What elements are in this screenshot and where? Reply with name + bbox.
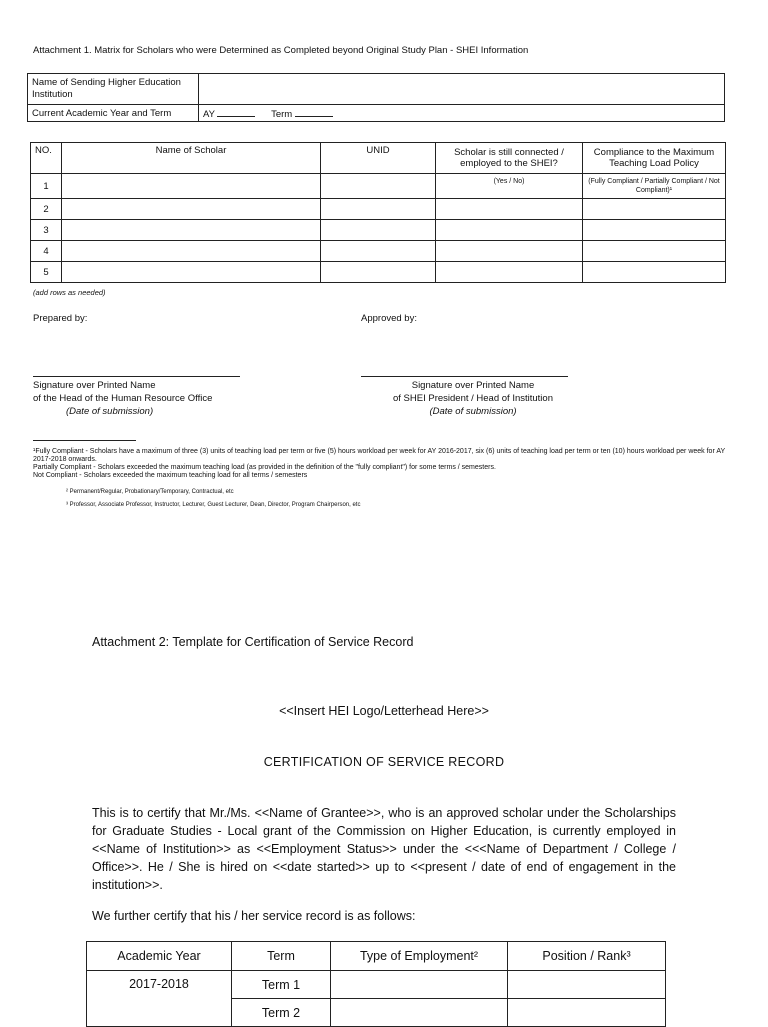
footnote-separator	[33, 440, 136, 441]
compliance-cell[interactable]	[583, 199, 726, 220]
attachment2-title: Attachment 2: Template for Certification of Service Record	[92, 635, 414, 649]
unid-cell[interactable]	[321, 241, 436, 262]
scholars-table	[30, 142, 726, 283]
table-row	[31, 241, 726, 262]
date-of-submission: (Date of submission)	[66, 406, 154, 417]
header-compliance: Compliance to the Maximum Teaching Load Policy	[583, 143, 726, 174]
scholar-name-cell[interactable]	[62, 220, 321, 241]
attachment1-title: Attachment 1. Matrix for Scholars who were Determined as Completed beyond Original Study Plan - SHEI Information	[33, 45, 529, 56]
table-row	[31, 262, 726, 283]
row-number: 2	[31, 199, 62, 220]
term-label: Term	[271, 108, 293, 120]
service-record-intro: We further certify that his / her service record is as follows:	[92, 909, 416, 923]
table-row	[31, 174, 726, 199]
header-name-of-scholar: Name of Scholar	[62, 143, 321, 174]
sending-hei-label: Name of Sending Higher Education Institution	[28, 74, 199, 105]
employment-type-cell[interactable]	[331, 999, 508, 1027]
header-type-of-employment: Type of Employment²	[331, 942, 508, 971]
employment-type-cell[interactable]	[331, 971, 508, 999]
table-header-row	[31, 143, 726, 174]
compliance-cell[interactable]: (Fully Compliant / Partially Compliant / Not Compliant)¹	[583, 174, 726, 199]
position-rank-cell[interactable]	[508, 999, 666, 1027]
ay-label: AY	[203, 108, 215, 120]
compliance-cell[interactable]	[583, 241, 726, 262]
certification-paragraph: This is to certify that Mr./Ms. <<Name of Grantee>>, who is an approved scholar under the Scholarships for Graduate Studies - Local grant of the Commission on Higher Education, is currently employed in <<Name of Institution>> as <<Employment Status>> under the <<<Name of Department / College / Office>>. He / She is hired on <<date started>> up to <<present / date of end of engagement in the institution>>.	[92, 806, 676, 892]
position-rank-cell[interactable]	[508, 971, 666, 999]
header-no: NO.	[31, 143, 62, 174]
current-ay-term-value[interactable]	[199, 105, 725, 122]
scholar-name-cell[interactable]	[62, 174, 321, 199]
unid-cell[interactable]	[321, 199, 436, 220]
ay-blank[interactable]	[217, 107, 255, 117]
signature-role: of SHEI President / Head of Institution	[392, 393, 553, 404]
table-row	[31, 199, 726, 220]
footnote-2: ² Permanent/Regular, Probationary/Temporary, Contractual, etc	[66, 489, 234, 495]
signature-line-right	[361, 376, 568, 377]
unid-cell[interactable]	[321, 262, 436, 283]
table-row	[87, 971, 666, 999]
scholar-name-cell[interactable]	[62, 199, 321, 220]
connected-cell[interactable]	[436, 199, 583, 220]
term-cell: Term 1	[232, 971, 331, 999]
connected-cell[interactable]: (Yes / No)	[436, 174, 583, 199]
footnote-partially-compliant: Partially Compliant - Scholars exceeded the maximum teaching load (as provided in the definition of the "fully compliant") for some terms / semesters.	[33, 464, 496, 471]
signature-role: of the Head of the Human Resource Office	[33, 393, 213, 404]
signature-caption: Signature over Printed Name	[411, 380, 535, 391]
header-term: Term	[232, 942, 331, 971]
add-rows-note: (add rows as needed)	[33, 288, 106, 297]
row-number: 5	[31, 262, 62, 283]
connected-cell[interactable]	[436, 262, 583, 283]
header-connected: Scholar is still connected / employed to the SHEI?	[436, 143, 583, 174]
footnote-3: ³ Professor, Associate Professor, Instructor, Lecturer, Guest Lecturer, Dean, Director, Program Chairperson, etc	[66, 502, 361, 508]
compliance-cell[interactable]	[583, 262, 726, 283]
row-number: 3	[31, 220, 62, 241]
connected-cell[interactable]	[436, 220, 583, 241]
current-ay-term-label: Current Academic Year and Term	[28, 105, 199, 122]
term-blank[interactable]	[295, 107, 333, 117]
unid-cell[interactable]	[321, 174, 436, 199]
footnote-fully-compliant: ¹Fully Compliant - Scholars have a maximum of three (3) units of teaching load per term or five (5) hours workload per week for AY 2016-2017, six (6) units of teaching load per term or ten (10) hours workload per week for AY 2017-2018 onwards.	[33, 448, 726, 463]
header-position-rank: Position / Rank³	[508, 942, 666, 971]
unid-cell[interactable]	[321, 220, 436, 241]
logo-placeholder: <<Insert HEI Logo/Letterhead Here>>	[279, 704, 489, 718]
header-unid: UNID	[321, 143, 436, 174]
connected-cell[interactable]	[436, 241, 583, 262]
signature-block-right	[361, 379, 585, 418]
signature-block-left	[33, 379, 263, 418]
signature-caption: Signature over Printed Name	[33, 380, 156, 391]
compliance-cell[interactable]	[583, 220, 726, 241]
academic-year-cell: 2017-2018	[87, 971, 232, 1027]
table-row	[28, 74, 725, 105]
signature-line-left	[33, 376, 240, 377]
table-row	[31, 220, 726, 241]
service-record-table	[86, 941, 666, 1027]
row-number: 1	[31, 174, 62, 199]
scholar-name-cell[interactable]	[62, 262, 321, 283]
row-number: 4	[31, 241, 62, 262]
footnote-not-compliant: Not Compliant - Scholars exceeded the maximum teaching load for all terms / semesters	[33, 472, 308, 479]
prepared-by-label: Prepared by:	[33, 313, 88, 324]
footnote-1	[33, 448, 738, 480]
table-row	[28, 105, 725, 122]
term-cell: Term 2	[232, 999, 331, 1027]
sending-hei-value[interactable]	[199, 74, 725, 105]
shei-info-table	[27, 73, 725, 122]
certification-heading: CERTIFICATION OF SERVICE RECORD	[263, 755, 505, 769]
scholar-name-cell[interactable]	[62, 241, 321, 262]
table-header-row	[87, 942, 666, 971]
header-academic-year: Academic Year	[87, 942, 232, 971]
date-of-submission: (Date of submission)	[429, 406, 517, 417]
approved-by-label: Approved by:	[361, 313, 417, 324]
